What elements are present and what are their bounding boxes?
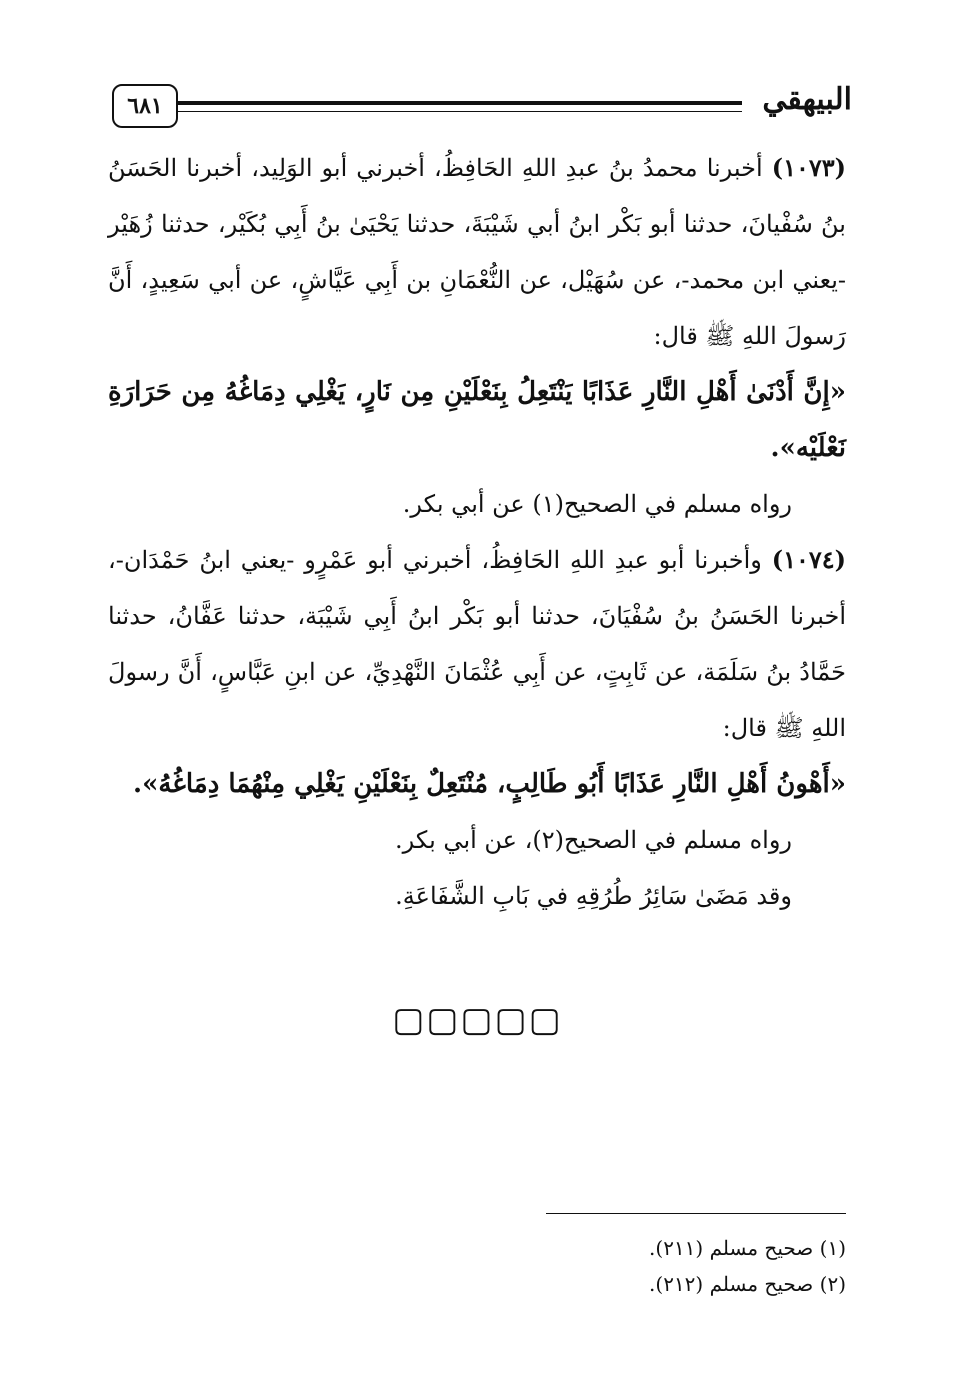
hadith-1074-isnad <box>108 532 846 756</box>
running-title: البيهقي <box>762 82 852 117</box>
page-number: ٦٨١ <box>112 84 178 128</box>
footnote-separator <box>546 1213 846 1214</box>
isnad-text: أخبرنا محمدُ بنُ عبدِ اللهِ الحَافِظُ، أخبرني أبو الوَلِيد، أخبرنا الحَسَنُ بنُ سُفْيانَ، حدثنا أبو بَكْر ابنُ أبي شَيْبَةَ، حدثنا يَحْيَىٰ بنُ أَبِي بُكَيْر، حدثنا زُهَيْر -يعني ابن محمد-، عن سُهَيْل، عن النُّعْمَانِ بن أَبِي عَيَّاشٍ، عن أبي سَعِيدٍ، أَنَّ رَسولَ اللهِ ﷺ قال: <box>108 154 846 350</box>
footnotes <box>500 1230 846 1302</box>
footnote-2: (٢) صحيح مسلم (٢١٢). <box>649 1272 846 1296</box>
hadith-1074-closing: وقد مَضَىٰ سَائِرُ طُرُقِهِ في بَابِ الشَّفَاعَةِ. <box>395 882 792 910</box>
hadith-1073-takhrij: رواه مسلم في الصحيح(١) عن أبي بكر. <box>402 490 792 518</box>
isnad-text: وأخبرنا أبو عبدِ اللهِ الحَافِظُ، أخبرني أبو عَمْرٍو -يعني ابنُ حَمْدَان-، أخبرنا الحَسَنُ بنُ سُفْيَانَ، حدثنا أبو بَكْر ابنُ أَبِي شَيْبَة، حدثنا عَفَّانُ، حدثنا حَمَّادُ بنُ سَلَمَة، عن ثَابِتٍ، عن أَبِي عُثْمَانَ النَّهْدِيِّ، عن ابنِ عَبَّاسٍ، أَنَّ رسولَ اللهِ ﷺ قال: <box>108 546 846 742</box>
header-rule <box>178 101 742 112</box>
hadith-1074-matn: «أَهْونُ أَهْلِ النَّارِ عَذَابًا أَبُو طَالِبٍ، مُنْتَعِلٌ بِنَعْلَيْنِ يَغْلِي مِنْهُمَا دِمَاغُهُ». <box>133 769 846 799</box>
main-text <box>108 140 846 924</box>
footnote-1: (١) صحيح مسلم (٢١١). <box>649 1236 846 1260</box>
page-header <box>112 84 852 128</box>
section-end-ornament <box>0 1000 955 1040</box>
hadith-number: (١٠٧٤) <box>771 545 846 574</box>
hadith-number: (١٠٧٣) <box>771 153 846 182</box>
ornament-icon: ▢▢▢▢▢ <box>392 1000 563 1040</box>
hadith-1073-isnad <box>108 140 846 364</box>
hadith-1074-takhrij: رواه مسلم في الصحيح(٢)، عن أبي بكر. <box>395 826 792 854</box>
hadith-1073-matn: «إِنَّ أَدْنَىٰ أَهْلِ النَّارِ عَذَابًا يَنْتَعِلُ بِنَعْلَيْنِ مِن نَارٍ، يَغْلِي دِمَاغُهُ مِن حَرَارَةِ نَعْلَيْه». <box>108 377 846 463</box>
